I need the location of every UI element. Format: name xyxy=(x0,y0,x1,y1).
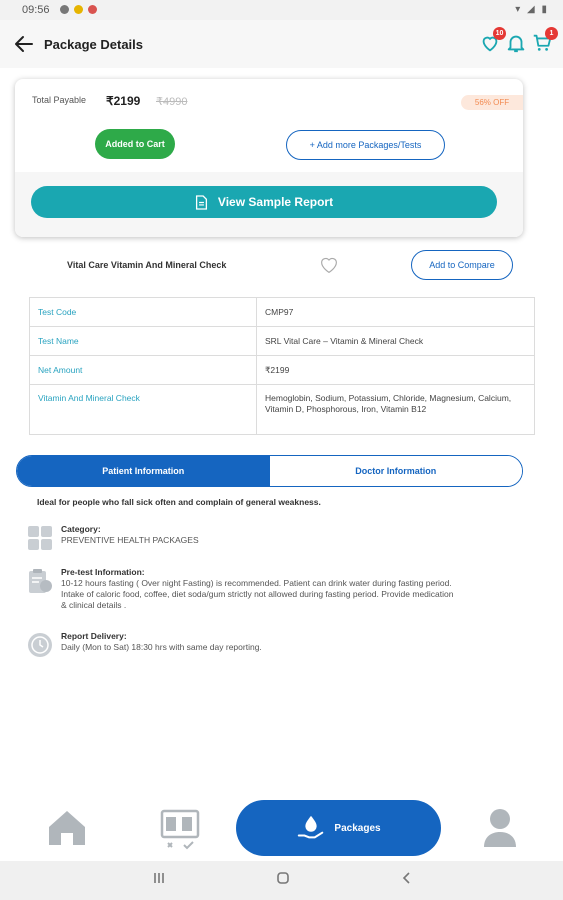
view-sample-report-button[interactable] xyxy=(31,186,497,218)
page-title: Package Details xyxy=(44,37,144,52)
report-delivery-body: Daily (Mon to Sat) 18:30 hrs with same day reporting. xyxy=(61,642,262,652)
favorite-heart-icon[interactable] xyxy=(319,256,339,274)
clipboard-icon xyxy=(26,567,54,595)
bell-icon xyxy=(505,32,527,54)
cart-button[interactable] xyxy=(531,32,553,54)
notifications-button[interactable] xyxy=(505,32,527,54)
wishlist-button[interactable] xyxy=(479,30,504,54)
package-description: Ideal for people who fall sick often and complain of general weakness. xyxy=(37,497,321,507)
info-tabs xyxy=(16,455,523,487)
cart-count-badge: 1 xyxy=(545,27,558,40)
back-system-icon[interactable] xyxy=(400,871,414,885)
original-price: ₹4990 xyxy=(156,96,188,108)
profile-icon[interactable] xyxy=(478,805,522,851)
discount-badge: 56% OFF xyxy=(461,95,523,110)
table-value: Hemoglobin, Sodium, Potassium, Chloride, Magnesium, Calcium, Vitamin D, Phosphorous, Iron, Vitamin B12 xyxy=(257,385,535,435)
report-delivery-section xyxy=(26,631,466,665)
packages-nav-label: Packages xyxy=(334,822,381,834)
app-notification-icon xyxy=(88,5,97,14)
product-name: Vital Care Vitamin And Mineral Check xyxy=(67,260,227,270)
clock-icon xyxy=(26,631,54,659)
app-notification-icon xyxy=(74,5,83,14)
packages-nav-button[interactable] xyxy=(236,800,441,856)
category-section xyxy=(26,524,466,554)
table-key: Net Amount xyxy=(30,356,257,385)
tests-icon[interactable] xyxy=(158,805,202,851)
price: ₹2199 xyxy=(106,94,141,108)
status-time: 09:56 xyxy=(22,4,50,16)
recents-icon[interactable] xyxy=(152,871,166,885)
pretest-body: 10-12 hours fasting ( Over night Fasting) is recommended. Patient can drink water during fasting period. Intake of caloric food, coffee, diet soda/gum strictly not allowed during fasting period. Provide medication & clinical details . xyxy=(61,578,454,610)
home-system-icon[interactable] xyxy=(276,871,290,885)
hand-drop-icon xyxy=(296,813,326,843)
status-right-icons: ▾ ◢ ▮ xyxy=(515,4,549,15)
table-row xyxy=(30,298,535,327)
wishlist-count-badge: 10 xyxy=(493,27,506,40)
category-title: Category: xyxy=(61,524,101,534)
table-key: Vitamin And Mineral Check xyxy=(30,385,257,435)
home-icon[interactable] xyxy=(45,805,89,851)
add-more-packages-button[interactable]: + Add more Packages/Tests xyxy=(286,130,445,160)
system-navigation-bar xyxy=(0,861,563,900)
tab-doctor-information[interactable]: Doctor Information xyxy=(270,456,523,486)
table-value: CMP97 xyxy=(257,298,535,327)
added-to-cart-button[interactable]: Added to Cart xyxy=(95,129,175,159)
table-row xyxy=(30,356,535,385)
bottom-navigation xyxy=(0,797,563,861)
pretest-section xyxy=(26,567,466,615)
table-value: ₹2199 xyxy=(257,356,535,385)
package-info-table xyxy=(29,297,535,435)
add-to-compare-button[interactable]: Add to Compare xyxy=(411,250,513,280)
table-row xyxy=(30,385,535,435)
view-sample-report-label: View Sample Report xyxy=(217,195,334,209)
table-value: SRL Vital Care – Vitamin & Mineral Check xyxy=(257,327,535,356)
table-key: Test Name xyxy=(30,327,257,356)
document-icon xyxy=(195,195,208,210)
total-payable-label: Total Payable xyxy=(32,95,87,105)
summary-card xyxy=(15,79,523,237)
report-delivery-title: Report Delivery: xyxy=(61,631,127,641)
status-bar xyxy=(0,0,563,20)
table-row xyxy=(30,327,535,356)
category-value: PREVENTIVE HEALTH PACKAGES xyxy=(61,535,199,545)
pretest-title: Pre-test Information: xyxy=(61,567,145,577)
tab-patient-information[interactable]: Patient Information xyxy=(17,456,270,486)
back-arrow-icon[interactable] xyxy=(12,32,36,56)
status-icons xyxy=(60,5,97,14)
category-grid-icon xyxy=(26,524,54,552)
notification-icon xyxy=(60,5,69,14)
app-bar xyxy=(0,20,563,68)
table-key: Test Code xyxy=(30,298,257,327)
